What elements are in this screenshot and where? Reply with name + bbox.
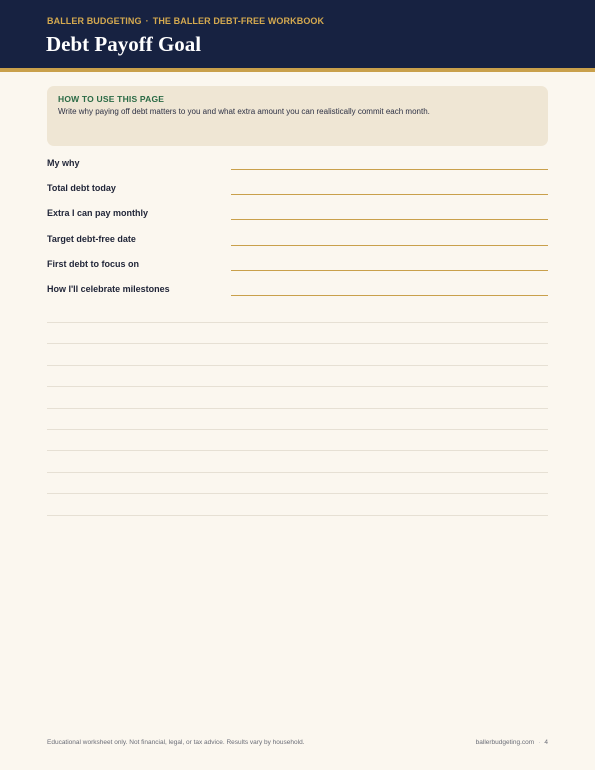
field-celebrate-milestones[interactable] [47, 281, 548, 306]
goal-fields [47, 155, 548, 306]
brand-name: BALLER BUDGETING [47, 16, 142, 26]
header-accent-rule [0, 68, 595, 72]
eyebrow-separator: · [145, 16, 149, 26]
page-header [0, 0, 595, 68]
field-label: Extra I can pay monthly [47, 208, 149, 219]
note-line[interactable] [47, 365, 548, 386]
field-label: How I'll celebrate milestones [47, 283, 170, 294]
write-in-line[interactable] [231, 194, 548, 195]
field-total-debt-today[interactable] [47, 180, 548, 205]
field-label: My why [47, 158, 80, 168]
write-in-line[interactable] [231, 219, 548, 220]
field-label: Total debt today [47, 183, 116, 194]
note-line[interactable] [47, 386, 548, 407]
footer-meta [476, 739, 548, 746]
how-to-use-label: HOW TO USE THIS PAGE [58, 94, 165, 104]
note-line[interactable] [47, 408, 548, 429]
field-my-why[interactable] [47, 155, 548, 180]
footer-separator: · [538, 739, 541, 746]
header-eyebrow [47, 16, 324, 26]
note-line[interactable] [47, 472, 548, 493]
page-title: Debt Payoff Goal [46, 32, 202, 56]
write-in-line[interactable] [231, 295, 548, 296]
notes-area[interactable] [47, 322, 548, 536]
field-first-debt[interactable] [47, 256, 548, 281]
note-line[interactable] [47, 493, 548, 514]
field-extra-monthly[interactable] [47, 205, 548, 230]
note-line[interactable] [47, 515, 548, 536]
how-to-use-text: Write why paying off debt matters to you and what extra amount you can realistically commit each month. [58, 107, 430, 116]
note-line[interactable] [47, 343, 548, 364]
note-line[interactable] [47, 450, 548, 471]
write-in-line[interactable] [231, 169, 548, 170]
field-label: First debt to focus on [47, 258, 139, 269]
page-number: 4 [544, 739, 548, 746]
footer-site: ballerbudgeting.com [475, 739, 535, 746]
field-label: Target debt-free date [47, 233, 136, 244]
note-line[interactable] [47, 322, 548, 343]
footer-disclaimer: Educational worksheet only. Not financial, legal, or tax advice. Results vary by household. [47, 739, 305, 746]
note-line[interactable] [47, 429, 548, 450]
field-target-date[interactable] [47, 231, 548, 256]
how-to-use-box [47, 86, 548, 146]
write-in-line[interactable] [231, 270, 548, 271]
workbook-name: THE BALLER DEBT-FREE WORKBOOK [152, 16, 325, 26]
write-in-line[interactable] [231, 245, 548, 246]
